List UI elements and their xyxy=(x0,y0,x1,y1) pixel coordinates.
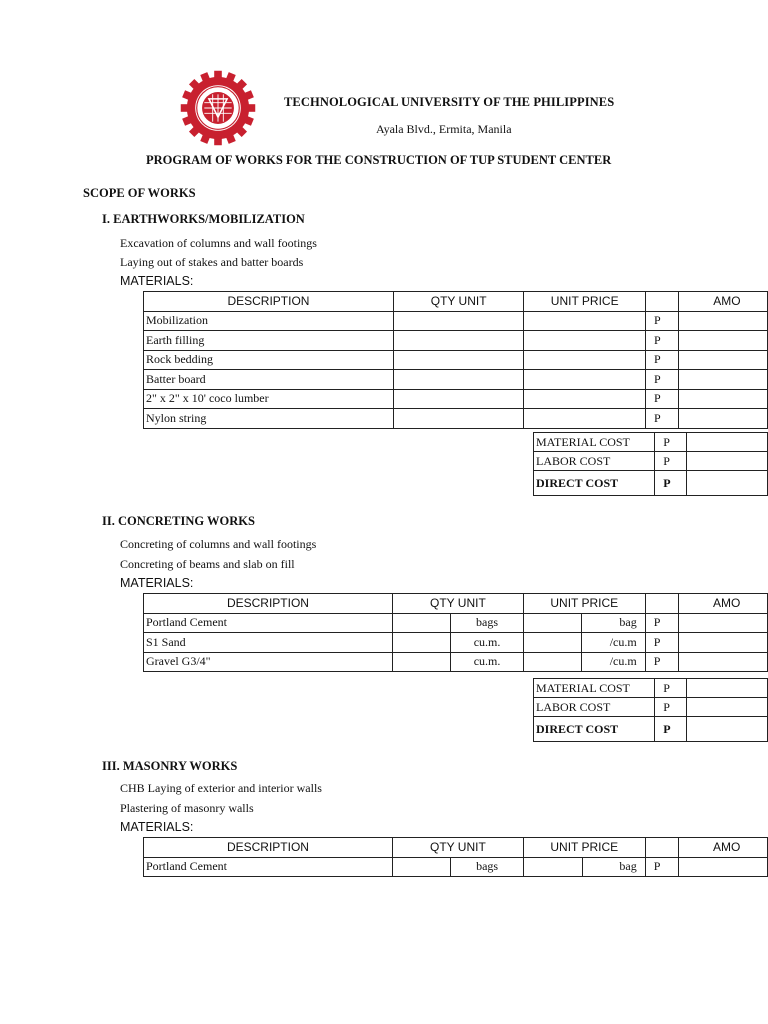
university-name: TECHNOLOGICAL UNIVERSITY OF THE PHILIPPINES xyxy=(284,95,615,109)
section-heading: II. CONCRETING WORKS xyxy=(102,514,255,528)
scope-line: Excavation of columns and wall footings xyxy=(120,236,317,250)
section-heading: I. EARTHWORKS/MOBILIZATION xyxy=(102,212,305,226)
labor-cost-row: LABOR COST P xyxy=(534,698,768,717)
scope-title: SCOPE OF WORKS xyxy=(83,186,196,200)
materials-table xyxy=(143,291,768,429)
table-row: Nylon string P xyxy=(144,409,768,429)
scope-line: Concreting of columns and wall footings xyxy=(120,537,317,551)
materials-table xyxy=(143,837,768,877)
university-logo xyxy=(180,70,256,146)
table-row: Earth filling P xyxy=(144,331,768,351)
scope-line: Laying out of stakes and batter boards xyxy=(120,255,304,269)
col-qty-unit: QTY UNIT xyxy=(393,292,524,312)
table-row: S1 Sand cu.m. /cu.m P xyxy=(144,633,768,653)
col-description: DESCRIPTION xyxy=(144,292,394,312)
table-row: Portland Cement bags bag P xyxy=(144,857,768,877)
table-row: 2" x 2" x 10' coco lumber P xyxy=(144,389,768,409)
col-unit-price: UNIT PRICE xyxy=(523,838,645,858)
col-qty-unit: QTY UNIT xyxy=(392,838,523,858)
col-unit-price: UNIT PRICE xyxy=(523,594,645,614)
direct-cost-row: DIRECT COST P xyxy=(534,717,768,742)
col-amount: AMO xyxy=(679,838,768,858)
university-address: Ayala Blvd., Ermita, Manila xyxy=(376,122,512,136)
col-description: DESCRIPTION xyxy=(144,594,393,614)
scope-line: CHB Laying of exterior and interior walls xyxy=(120,781,322,795)
col-description: DESCRIPTION xyxy=(144,838,393,858)
section-heading: III. MASONRY WORKS xyxy=(102,759,238,773)
labor-cost-row: LABOR COST P xyxy=(534,452,768,471)
col-amount: AMO xyxy=(679,594,768,614)
table-header-row xyxy=(144,838,768,858)
material-cost-row: MATERIAL COST P xyxy=(534,679,768,698)
materials-label: MATERIALS: xyxy=(120,274,194,288)
materials-table xyxy=(143,593,768,672)
table-row: Batter board P xyxy=(144,370,768,390)
materials-label: MATERIALS: xyxy=(120,576,194,590)
program-title: PROGRAM OF WORKS FOR THE CONSTRUCTION OF TUP STUDENT CENTER xyxy=(146,153,612,167)
table-row: Gravel G3/4" cu.m. /cu.m P xyxy=(144,652,768,672)
table-header-row xyxy=(144,292,768,312)
col-unit-price: UNIT PRICE xyxy=(524,292,646,312)
col-amount: AMO xyxy=(679,292,768,312)
table-row: Portland Cement bags bag P xyxy=(144,613,768,633)
table-row: Mobilization P xyxy=(144,311,768,331)
col-qty-unit: QTY UNIT xyxy=(392,594,523,614)
cost-summary-table xyxy=(533,678,768,742)
scope-line: Concreting of beams and slab on fill xyxy=(120,557,295,571)
cost-summary-table xyxy=(533,432,768,496)
material-cost-row: MATERIAL COST P xyxy=(534,433,768,452)
table-header-row xyxy=(144,594,768,614)
table-row: Rock bedding P xyxy=(144,350,768,370)
direct-cost-row: DIRECT COST P xyxy=(534,471,768,496)
scope-line: Plastering of masonry walls xyxy=(120,801,254,815)
materials-label: MATERIALS: xyxy=(120,820,194,834)
